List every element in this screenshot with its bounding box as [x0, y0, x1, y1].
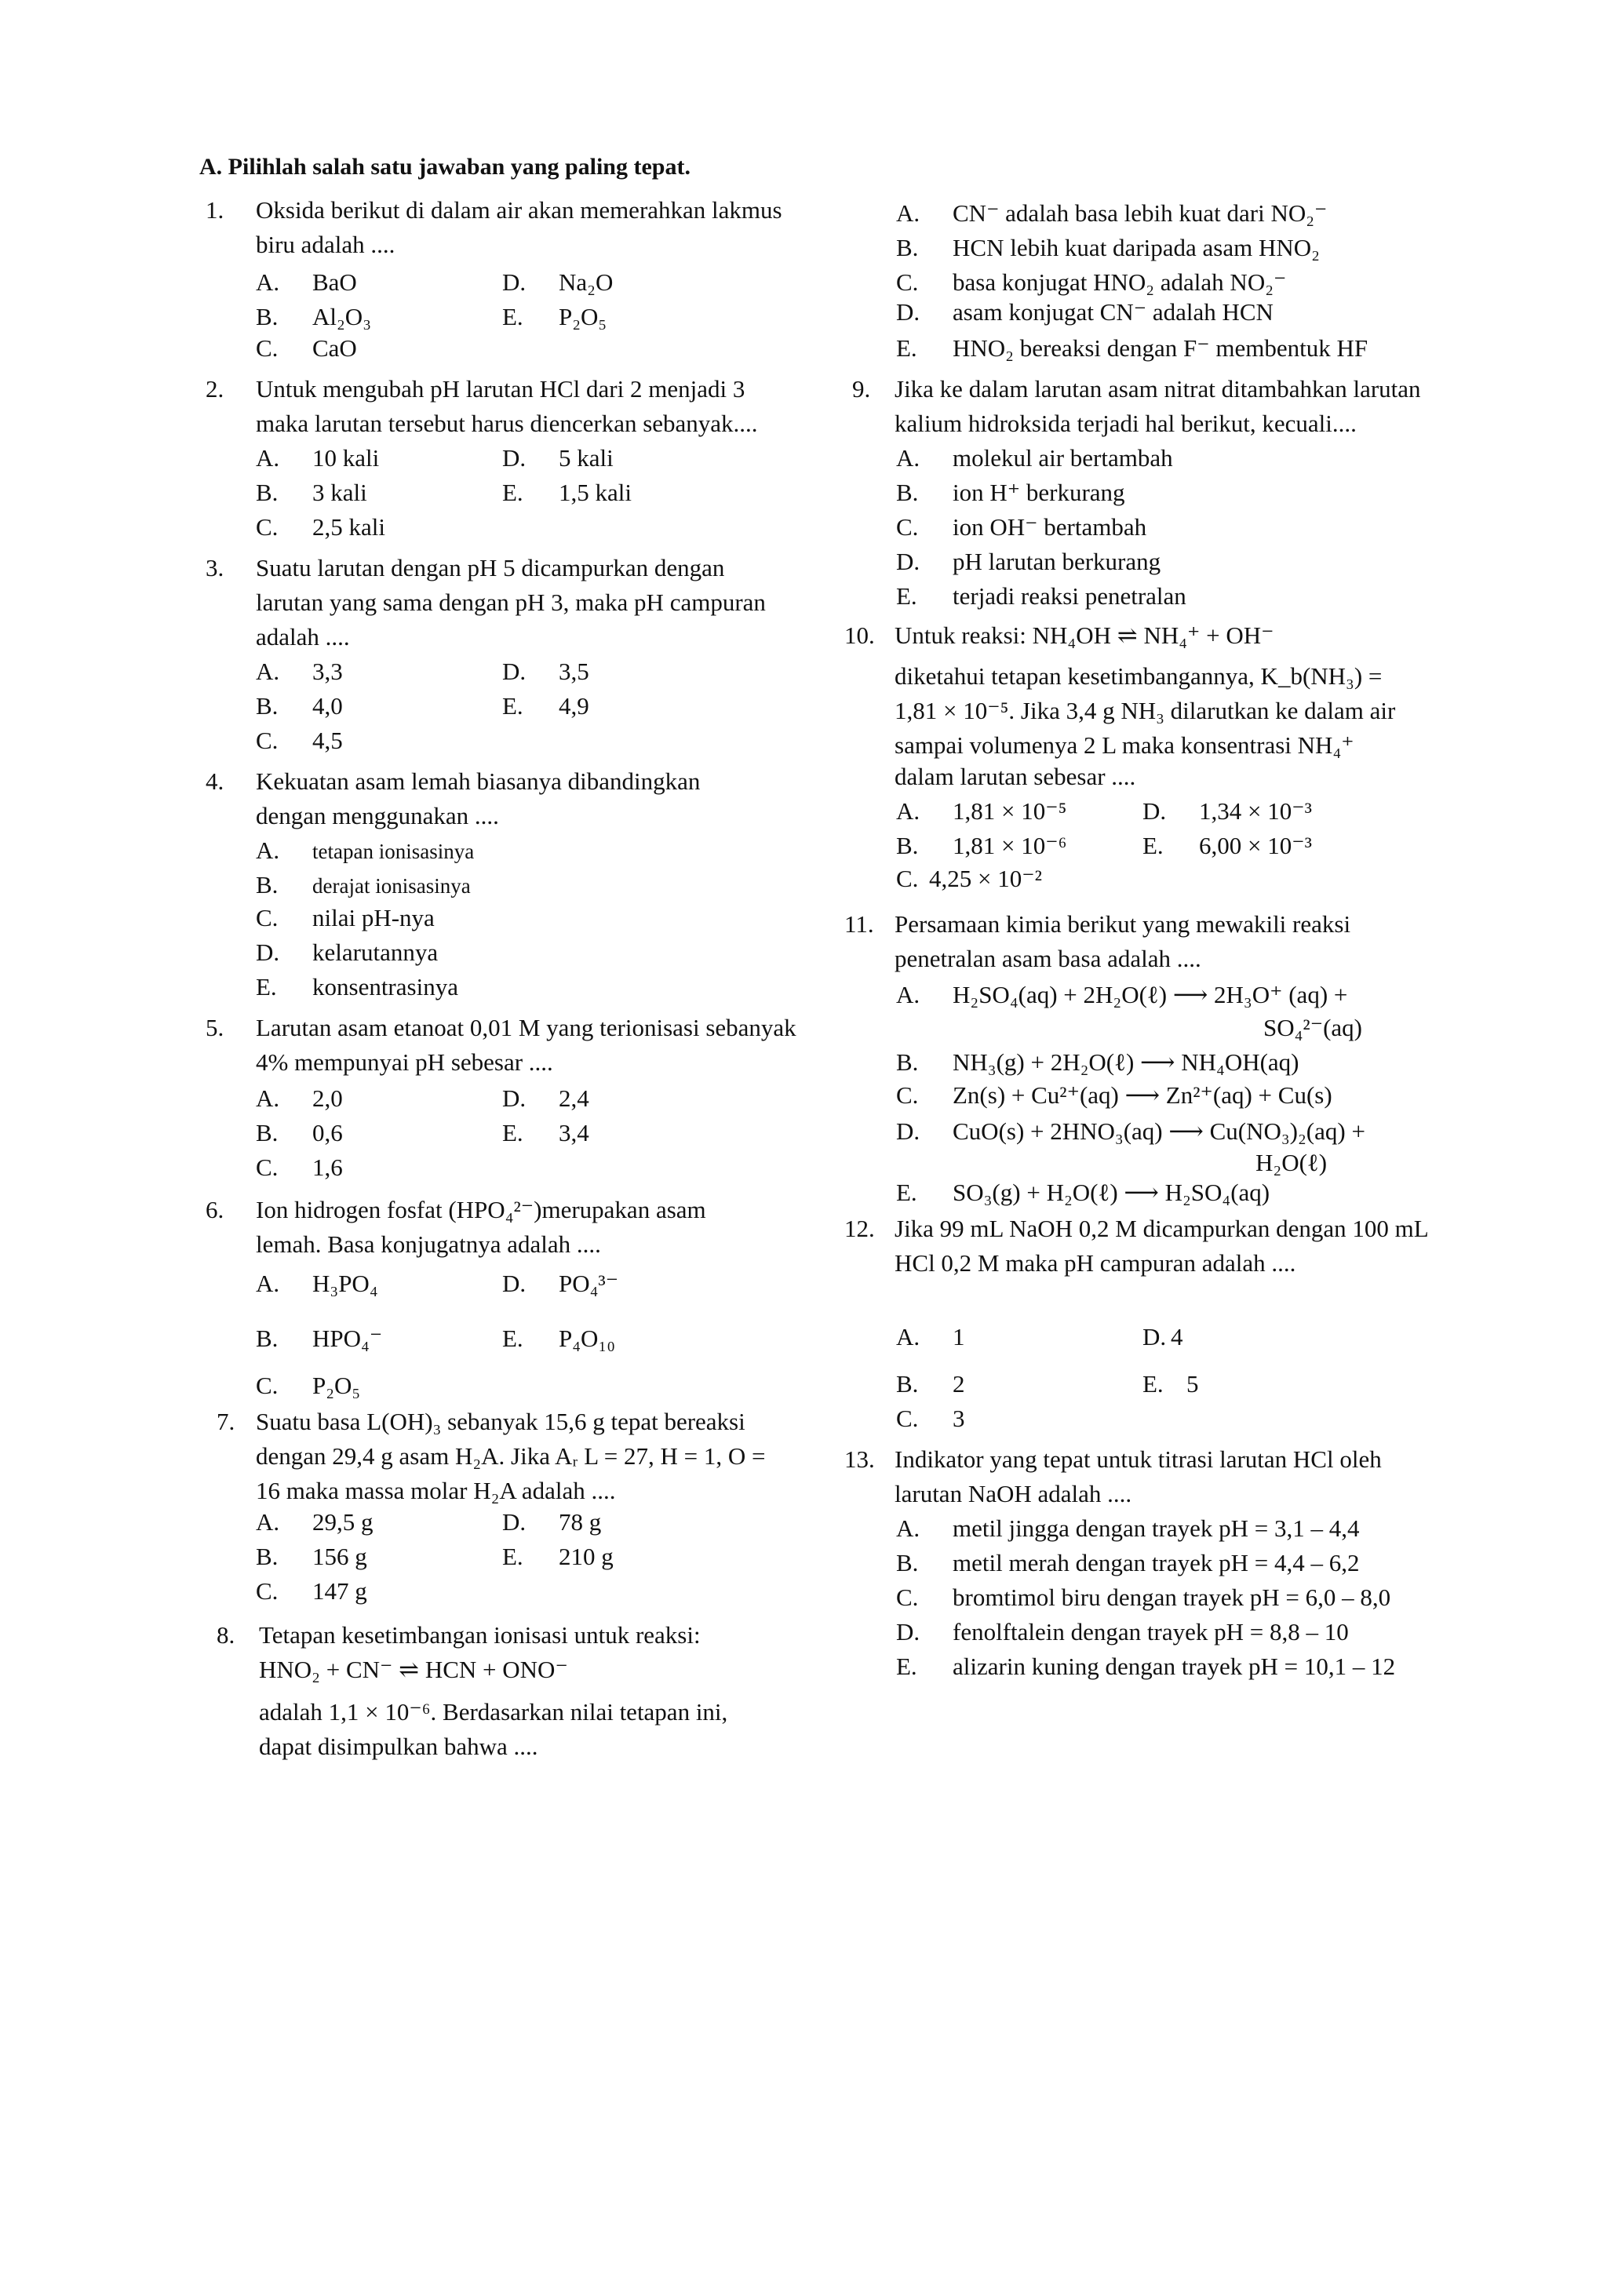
- option-text: 1,5 kali: [559, 479, 632, 506]
- option-text: 1,81 × 10⁻⁶: [953, 832, 1067, 859]
- q10-option-b[interactable]: [896, 830, 1066, 862]
- option-label: C.: [896, 1405, 919, 1432]
- q2-option-e[interactable]: [502, 477, 632, 508]
- option-text: alizarin kuning dengan trayek pH = 10,1 – 12: [953, 1653, 1396, 1680]
- q12-option-c[interactable]: [896, 1403, 965, 1434]
- option-text: metil jingga dengan trayek pH = 3,1 – 4,4: [953, 1514, 1360, 1542]
- option-label: A.: [896, 797, 920, 825]
- q5-number: 5.: [206, 1014, 224, 1041]
- option-label: A.: [256, 268, 280, 296]
- q4-option-e[interactable]: [256, 971, 458, 1003]
- q4-stem-line2: dengan menggunakan ....: [256, 802, 499, 829]
- option-text: 78 g: [559, 1508, 602, 1536]
- q8-stem-line1: Tetapan kesetimbangan ionisasi untuk reaksi:: [259, 1621, 701, 1649]
- option-text: HNO₂ bereaksi dengan F⁻ membentuk HF: [953, 334, 1368, 362]
- option-text: 3 kali: [312, 479, 367, 506]
- option-label: E.: [502, 1119, 523, 1146]
- option-text: Zn(s) + Cu²⁺(aq) ⟶ Zn²⁺(aq) + Cu(s): [953, 1081, 1332, 1109]
- q11-option-c[interactable]: [896, 1080, 1332, 1111]
- option-label: A.: [256, 444, 280, 472]
- q10-equation: Untuk reaksi: NH₄OH ⇌ NH₄⁺ + OH⁻: [895, 621, 1274, 649]
- q7-option-e[interactable]: [502, 1541, 614, 1573]
- q2-number: 2.: [206, 375, 224, 403]
- option-text: 147 g: [312, 1577, 367, 1605]
- option-text: 4: [1171, 1323, 1183, 1350]
- q5-option-b[interactable]: [256, 1117, 343, 1149]
- option-text: BaO: [312, 268, 357, 296]
- option-label: E.: [502, 1325, 523, 1352]
- option-label: C.: [256, 513, 279, 541]
- option-text: 10 kali: [312, 444, 380, 472]
- q1-option-d[interactable]: [502, 267, 613, 298]
- q8-option-c[interactable]: [896, 267, 1286, 298]
- option-text: 4,9: [559, 692, 589, 720]
- q11-option-b[interactable]: [896, 1047, 1299, 1078]
- q7-stem-line1: Suatu basa L(OH)₃ sebanyak 15,6 g tepat bereaksi: [256, 1408, 745, 1435]
- q9-option-e[interactable]: [896, 581, 1186, 612]
- q2-stem-line2: maka larutan tersebut harus diencerkan sebanyak....: [256, 410, 758, 437]
- q8-equation: HNO₂ + CN⁻ ⇌ HCN + ONO⁻: [259, 1656, 568, 1683]
- q3-number: 3.: [206, 554, 224, 581]
- option-text: basa konjugat HNO₂ adalah NO₂⁻: [953, 268, 1287, 296]
- option-text: 5 kali: [559, 444, 614, 472]
- option-label: B.: [256, 1543, 279, 1570]
- option-label: D.: [1142, 1323, 1167, 1350]
- option-text: H₃PO₄: [312, 1270, 378, 1297]
- option-text: fenolftalein dengan trayek pH = 8,8 – 10: [953, 1618, 1349, 1645]
- q7-stem-line2: dengan 29,4 g asam H₂A. Jika Aᵣ L = 27, H = 1, O =: [256, 1442, 766, 1470]
- q3-option-c[interactable]: [256, 725, 343, 756]
- option-label: D.: [502, 1508, 527, 1536]
- option-label: C.: [896, 865, 919, 892]
- option-label: A.: [896, 1514, 920, 1542]
- q8-stem-line4: dapat disimpulkan bahwa ....: [259, 1733, 538, 1760]
- option-text: P₄O₁₀: [559, 1325, 616, 1352]
- q6-option-d[interactable]: [502, 1268, 618, 1299]
- q2-option-c[interactable]: [256, 512, 385, 543]
- option-text: SO₃(g) + H₂O(ℓ) ⟶ H₂SO₄(aq): [953, 1179, 1270, 1206]
- q5-option-c[interactable]: [256, 1152, 343, 1183]
- q11-stem-line2: penetralan asam basa adalah ....: [895, 945, 1201, 972]
- q12-option-e[interactable]: [1142, 1368, 1199, 1400]
- option-label: E.: [502, 1543, 523, 1570]
- q12-option-d[interactable]: [1142, 1321, 1183, 1353]
- q4-option-c[interactable]: [256, 902, 435, 934]
- option-label: E.: [502, 692, 523, 720]
- q11-number: 11.: [844, 910, 874, 938]
- q2-option-d[interactable]: [502, 443, 614, 474]
- q3-stem-line3: adalah ....: [256, 623, 350, 651]
- option-label: D.: [502, 268, 527, 296]
- q8-number: 8.: [217, 1621, 235, 1649]
- option-label: C.: [896, 1584, 919, 1611]
- option-text: P₂O₅: [559, 303, 607, 330]
- option-text: CuO(s) + 2HNO₃(aq) ⟶ Cu(NO₃)₂(aq) +: [953, 1117, 1365, 1145]
- option-text: terjadi reaksi penetralan: [953, 582, 1186, 610]
- option-label: B.: [256, 692, 279, 720]
- q9-stem-line1: Jika ke dalam larutan asam nitrat ditambahkan larutan: [895, 375, 1421, 403]
- option-label: E.: [896, 334, 917, 362]
- section-heading: A. Pilihlah salah satu jawaban yang paling tepat.: [199, 154, 691, 180]
- option-label: D.: [502, 444, 527, 472]
- q1-option-b[interactable]: [256, 301, 371, 333]
- q1-option-a[interactable]: [256, 267, 357, 298]
- option-label: D.: [896, 1117, 920, 1145]
- q3-option-d[interactable]: [502, 656, 589, 687]
- option-label: A.: [256, 1270, 280, 1297]
- q13-number: 13.: [844, 1445, 875, 1473]
- q9-option-a[interactable]: [896, 443, 1173, 474]
- option-label: D.: [256, 938, 280, 966]
- option-label: B.: [256, 303, 279, 330]
- q9-option-d[interactable]: [896, 546, 1161, 578]
- option-text: 3: [953, 1405, 965, 1432]
- q12-option-a[interactable]: [896, 1321, 965, 1353]
- q4-option-b[interactable]: [256, 869, 471, 902]
- q13-option-d[interactable]: [896, 1616, 1349, 1648]
- q11-option-d[interactable]: [896, 1116, 1365, 1147]
- option-text: CaO: [312, 334, 357, 362]
- q6-option-a[interactable]: [256, 1268, 378, 1299]
- option-text: 3,3: [312, 658, 343, 685]
- q8-option-d[interactable]: [896, 297, 1274, 328]
- option-text: kelarutannya: [312, 938, 439, 966]
- q8-stem-line3: adalah 1,1 × 10⁻⁶. Berdasarkan nilai tetapan ini,: [259, 1698, 728, 1726]
- q5-option-a[interactable]: [256, 1083, 343, 1114]
- option-text: 4,25 × 10⁻²: [929, 865, 1042, 892]
- q12-stem-line1: Jika 99 mL NaOH 0,2 M dicampurkan dengan 100 mL: [895, 1215, 1429, 1242]
- option-text: nilai pH-nya: [312, 904, 435, 931]
- option-label: C.: [896, 268, 919, 296]
- q5-stem-line1: Larutan asam etanoat 0,01 M yang terionisasi sebanyak: [256, 1014, 796, 1041]
- option-text: 1: [953, 1323, 965, 1350]
- option-text: 1,6: [312, 1153, 343, 1181]
- q9-stem-line2: kalium hidroksida terjadi hal berikut, kecuali....: [895, 410, 1357, 437]
- q1-stem-line2: biru adalah ....: [256, 231, 395, 258]
- option-label: C.: [256, 1372, 279, 1399]
- q3-stem-line2: larutan yang sama dengan pH 3, maka pH campuran: [256, 589, 766, 616]
- q3-option-b[interactable]: [256, 691, 343, 722]
- q12-stem-line2: HCl 0,2 M maka pH campuran adalah ....: [895, 1249, 1296, 1277]
- option-text: 2: [953, 1370, 965, 1398]
- q6-number: 6.: [206, 1196, 224, 1223]
- option-label: A.: [896, 981, 920, 1008]
- q13-option-c[interactable]: [896, 1582, 1390, 1613]
- option-text: PO₄³⁻: [559, 1270, 619, 1297]
- q13-stem-line2: larutan NaOH adalah ....: [895, 1480, 1132, 1507]
- option-label: C.: [256, 727, 279, 754]
- q10-option-d[interactable]: [1142, 796, 1312, 827]
- option-text: asam konjugat CN⁻ adalah HCN: [953, 298, 1274, 326]
- option-label: D.: [502, 1084, 527, 1112]
- option-label: E.: [1142, 1370, 1164, 1398]
- q10-stem-line3: 1,81 × 10⁻⁵. Jika 3,4 g NH₃ dilarutkan ke dalam air: [895, 697, 1396, 724]
- option-label: A.: [256, 1084, 280, 1112]
- option-text: 2,4: [559, 1084, 589, 1112]
- q10-stem-line4: sampai volumenya 2 L maka konsentrasi NH₄⁺: [895, 731, 1354, 759]
- option-text: 3,5: [559, 658, 589, 685]
- q8-option-b[interactable]: [896, 232, 1320, 264]
- q3-stem-line1: Suatu larutan dengan pH 5 dicampurkan dengan: [256, 554, 725, 581]
- option-text: konsentrasinya: [312, 973, 458, 1000]
- q10-option-a[interactable]: [896, 796, 1066, 827]
- option-label: E.: [256, 973, 277, 1000]
- q11-stem-line1: Persamaan kimia berikut yang mewakili reaksi: [895, 910, 1351, 938]
- option-label: E.: [502, 303, 523, 330]
- option-label: D.: [896, 548, 920, 575]
- q10-number: 10.: [844, 621, 875, 649]
- option-text: molekul air bertambah: [953, 444, 1173, 472]
- q11-option-e[interactable]: [896, 1177, 1270, 1208]
- option-text: H₂SO₄(aq) + 2H₂O(ℓ) ⟶ 2H₃O⁺ (aq) +: [953, 981, 1348, 1008]
- q6-stem-line2: lemah. Basa konjugatnya adalah ....: [256, 1230, 601, 1258]
- q10-option-e[interactable]: [1142, 830, 1312, 862]
- q2-option-b[interactable]: [256, 477, 367, 508]
- option-label: D.: [896, 1618, 920, 1645]
- q10-option-c[interactable]: [896, 863, 1042, 895]
- q10-stem-line2: diketahui tetapan kesetimbangannya, K_b(NH₃) =: [895, 662, 1383, 690]
- option-label: E.: [1142, 832, 1164, 859]
- option-text: HCN lebih kuat daripada asam HNO₂: [953, 234, 1320, 261]
- q1-option-c[interactable]: [256, 333, 357, 364]
- q4-option-a[interactable]: [256, 835, 474, 867]
- option-text: metil merah dengan trayek pH = 4,4 – 6,2: [953, 1549, 1360, 1576]
- option-text: 2,0: [312, 1084, 343, 1112]
- q12-option-b[interactable]: [896, 1368, 965, 1400]
- q7-option-b[interactable]: [256, 1541, 367, 1573]
- option-text: tetapan ionisasinya: [312, 840, 475, 863]
- option-label: D.: [896, 298, 920, 326]
- option-label: C.: [256, 1577, 279, 1605]
- option-label: A.: [256, 836, 280, 864]
- option-text: 156 g: [312, 1543, 367, 1570]
- q13-option-e[interactable]: [896, 1651, 1395, 1682]
- q4-option-d[interactable]: [256, 937, 438, 968]
- option-label: C.: [896, 513, 919, 541]
- option-label: B.: [896, 1549, 919, 1576]
- option-text: P₂O₅: [312, 1372, 361, 1399]
- q10-stem-line5: dalam larutan sebesar ....: [895, 763, 1136, 790]
- option-text: Na₂O: [559, 268, 614, 296]
- option-label: D.: [1142, 797, 1167, 825]
- q7-stem-line3: 16 maka massa molar H₂A adalah ....: [256, 1477, 616, 1504]
- q7-option-d[interactable]: [502, 1507, 601, 1538]
- option-text: 3,4: [559, 1119, 589, 1146]
- option-label: E.: [896, 582, 917, 610]
- option-label: C.: [256, 1153, 279, 1181]
- q11-option-a-continuation: SO₄²⁻(aq): [1263, 1014, 1362, 1041]
- option-text: Al₂O₃: [312, 303, 372, 330]
- q7-option-a[interactable]: [256, 1507, 374, 1538]
- option-label: B.: [896, 1370, 919, 1398]
- option-label: B.: [256, 479, 279, 506]
- q5-option-e[interactable]: [502, 1117, 589, 1149]
- q4-number: 4.: [206, 767, 224, 795]
- q5-option-d[interactable]: [502, 1083, 589, 1114]
- option-label: C.: [896, 1081, 919, 1109]
- option-text: HPO₄⁻: [312, 1325, 383, 1352]
- option-label: A.: [256, 1508, 280, 1536]
- q9-option-b[interactable]: [896, 477, 1125, 508]
- option-label: B.: [256, 1325, 279, 1352]
- option-text: ion OH⁻ bertambah: [953, 513, 1147, 541]
- option-label: B.: [896, 479, 919, 506]
- q1-stem-line1: Oksida berikut di dalam air akan memerahkan lakmus: [256, 196, 782, 224]
- option-text: 4,5: [312, 727, 343, 754]
- option-label: A.: [256, 658, 280, 685]
- option-text: bromtimol biru dengan trayek pH = 6,0 – 8,0: [953, 1584, 1391, 1611]
- q9-number: 9.: [852, 375, 871, 403]
- q4-stem-line1: Kekuatan asam lemah biasanya dibandingkan: [256, 767, 701, 795]
- option-label: D.: [502, 1270, 527, 1297]
- option-label: E.: [502, 479, 523, 506]
- q3-option-a[interactable]: [256, 656, 343, 687]
- option-text: ion H⁺ berkurang: [953, 479, 1125, 506]
- q13-stem-line1: Indikator yang tepat untuk titrasi larutan HCl oleh: [895, 1445, 1382, 1473]
- option-text: 0,6: [312, 1119, 343, 1146]
- q8-option-a[interactable]: [896, 198, 1327, 229]
- option-text: derajat ionisasinya: [312, 874, 471, 898]
- option-text: 5: [1186, 1370, 1199, 1398]
- q7-number: 7.: [217, 1408, 235, 1435]
- option-text: 29,5 g: [312, 1508, 374, 1536]
- option-label: B.: [896, 234, 919, 261]
- q5-stem-line2: 4% mempunyai pH sebesar ....: [256, 1048, 553, 1076]
- option-label: B.: [896, 1048, 919, 1076]
- option-label: E.: [896, 1653, 917, 1680]
- q6-stem-line1: Ion hidrogen fosfat (HPO₄²⁻)merupakan asam: [256, 1196, 706, 1223]
- option-label: A.: [896, 1323, 920, 1350]
- q2-option-a[interactable]: [256, 443, 379, 474]
- option-label: A.: [896, 199, 920, 227]
- option-label: B.: [256, 871, 279, 898]
- option-label: A.: [896, 444, 920, 472]
- option-label: C.: [256, 904, 279, 931]
- q9-option-c[interactable]: [896, 512, 1146, 543]
- option-text: 1,34 × 10⁻³: [1199, 797, 1312, 825]
- option-text: NH₃(g) + 2H₂O(ℓ) ⟶ NH₄OH(aq): [953, 1048, 1299, 1076]
- option-text: 4,0: [312, 692, 343, 720]
- q8-option-e[interactable]: [896, 333, 1368, 364]
- q6-option-e[interactable]: [502, 1323, 615, 1354]
- option-label: B.: [896, 832, 919, 859]
- option-label: B.: [256, 1119, 279, 1146]
- option-text: CN⁻ adalah basa lebih kuat dari NO₂⁻: [953, 199, 1328, 227]
- q11-option-a[interactable]: [896, 979, 1347, 1011]
- option-text: 6,00 × 10⁻³: [1199, 832, 1312, 859]
- q1-option-e[interactable]: [502, 301, 607, 333]
- q13-option-a[interactable]: [896, 1513, 1360, 1544]
- option-text: pH larutan berkurang: [953, 548, 1161, 575]
- q6-option-b[interactable]: [256, 1323, 382, 1354]
- q11-option-d-continuation: H₂O(ℓ): [1255, 1149, 1328, 1176]
- q2-stem-line1: Untuk mengubah pH larutan HCl dari 2 menjadi 3: [256, 375, 745, 403]
- option-label: C.: [256, 334, 279, 362]
- q1-number: 1.: [206, 196, 224, 224]
- option-label: D.: [502, 658, 527, 685]
- option-text: 2,5 kali: [312, 513, 385, 541]
- q6-option-c[interactable]: [256, 1370, 360, 1401]
- q7-option-c[interactable]: [256, 1576, 367, 1607]
- option-text: 210 g: [559, 1543, 614, 1570]
- q3-option-e[interactable]: [502, 691, 589, 722]
- q13-option-b[interactable]: [896, 1547, 1360, 1579]
- option-label: E.: [896, 1179, 917, 1206]
- q12-number: 12.: [844, 1215, 875, 1242]
- option-text: 1,81 × 10⁻⁵: [953, 797, 1067, 825]
